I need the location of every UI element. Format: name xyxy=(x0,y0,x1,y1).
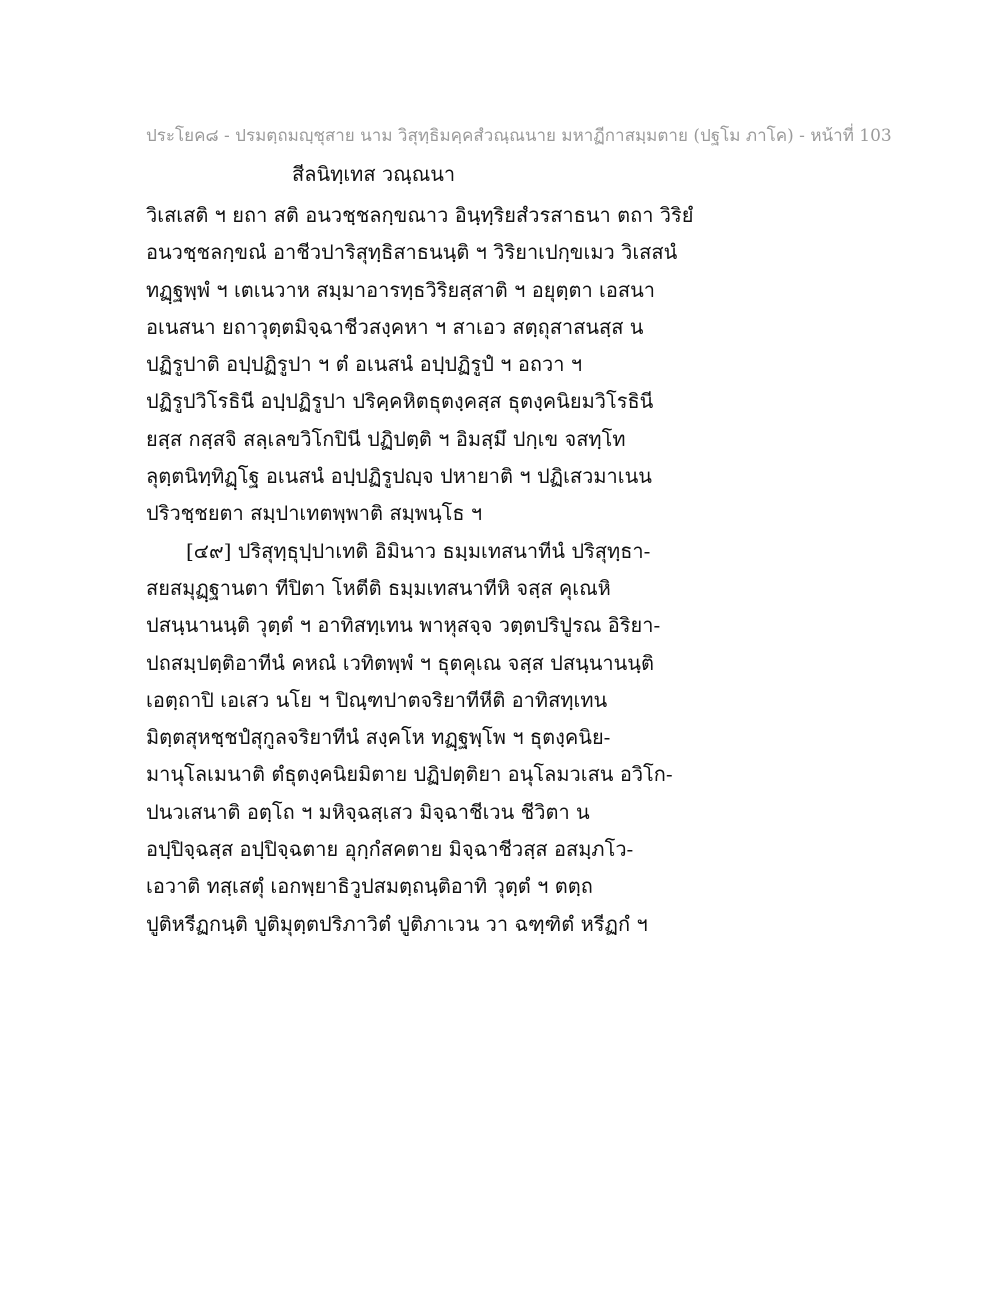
body-text xyxy=(146,197,706,943)
section-heading: สีลนิทฺเทส วณฺณนา xyxy=(292,162,456,186)
body-line: สยสมุฏฺฐานตา ทีปิตา โหตีติ ธมฺมเทสนาทีหิ จสฺส คุเณหิ xyxy=(146,575,611,600)
body-line: อนวชฺชลกฺขณํ อาชีวปาริสุทฺธิสาธนนฺติ ฯ วิริยาเปกฺขเมว วิเสสนํ xyxy=(146,240,678,265)
body-line: ปสนฺนานนฺติ วุตฺตํ ฯ อาทิสทฺเทน พาหุสจฺจ วตฺตปริปูรณ อิริยา- xyxy=(146,613,661,638)
body-line: มานุโลเมนาติ ตํธุตงฺคนิยมิตาย ปฏิปตฺติยา อนุโลมวเสน อวิโก- xyxy=(146,762,673,787)
body-line: ปฏิรูปวิโรธินี อปฺปฏิรูปา ปริคฺคหิตธุตงฺคสฺส ธุตงฺคนิยมวิโรธินี xyxy=(146,389,654,414)
body-line: อปฺปิจฺฉสฺส อปฺปิจฺฉตาย อุกฺกํสคตาย มิจฺฉาชีวสฺส อสมฺภโว- xyxy=(146,837,634,862)
body-line: มิตฺตสุหชฺชปํสุกูลจริยาทีนํ สงฺคโห ทฏฺฐพฺโพ ฯ ธุตงฺคนิย- xyxy=(146,725,611,750)
body-line: ปูติหรีฏกนฺติ ปูติมุตฺตปริภาวิตํ ปูติภาเวน วา ฉฑฺฑิตํ หรีฏกํ ฯ xyxy=(146,911,648,936)
body-line: ทฏฺฐพฺพํ ฯ เตเนวาห สมฺมาอารทฺธวิริยสฺสาติ ฯ อยุตฺตา เอสนา xyxy=(146,277,655,302)
body-line: ปถสมฺปตฺติอาทีนํ คหณํ เวทิตพฺพํ ฯ ธุตคุเณ จสฺส ปสนฺนานนฺติ xyxy=(146,650,654,675)
body-line: เอตฺถาปิ เอเสว นโย ฯ ปิณฺฑปาตจริยาทีหีติ อาทิสทฺเทน xyxy=(146,687,608,712)
body-line: ลุตฺตนิทฺทิฏฺโฐ อเนสนํ อปฺปฏิรูปญฺจ ปหายาติ ฯ ปฏิเสวมาเนน xyxy=(146,464,652,489)
paragraph-start-line: [๔๙] ปริสุทฺธุปฺปาเทติ อิมินาว ธมฺมเทสนาทีนํ ปริสุทฺธา- xyxy=(186,538,651,563)
body-line: เอวาติ ทสฺเสตุํ เอกพฺยาธิวูปสมตฺถนฺติอาทิ วุตฺตํ ฯ ตตฺถ xyxy=(146,874,593,899)
body-line: ยสฺส กสฺสจิ สลฺเลขวิโกปินี ปฏิปตฺติ ฯ อิมสฺมึ ปกฺเข จสทฺโท xyxy=(146,426,626,451)
body-line: วิเสเสติ ฯ ยถา สติ อนวชฺชลกฺขณาว อินฺทฺริยสํวรสาธนา ตถา วิริยํ xyxy=(146,203,694,227)
body-line: ปนวเสนาติ อตฺโถ ฯ มหิจฺฉสฺเสว มิจฺฉาชีเวน ชีวิตา น xyxy=(146,799,590,824)
body-line: อเนสนา ยถาวุตฺตมิจฺฉาชีวสงฺคหา ฯ สาเอว สตฺถุสาสนสฺส น xyxy=(146,314,644,339)
body-line: ปริวชฺชยตา สมฺปาเทตพฺพาติ สมฺพนฺโธ ฯ xyxy=(146,501,483,526)
body-line: ปฏิรูปาติ อปฺปฏิรูปา ฯ ตํ อเนสนํ อปฺปฏิรูปํ ฯ อถวา ฯ xyxy=(146,352,583,377)
page-header: ประโยค๘ - ปรมตฺถมญฺชุสาย นาม วิสุทฺธิมคฺคสํวณฺณนาย มหาฏีกาสมฺมตาย (ปฐโม ภาโค) - หน้าที่ 103 xyxy=(146,126,892,146)
